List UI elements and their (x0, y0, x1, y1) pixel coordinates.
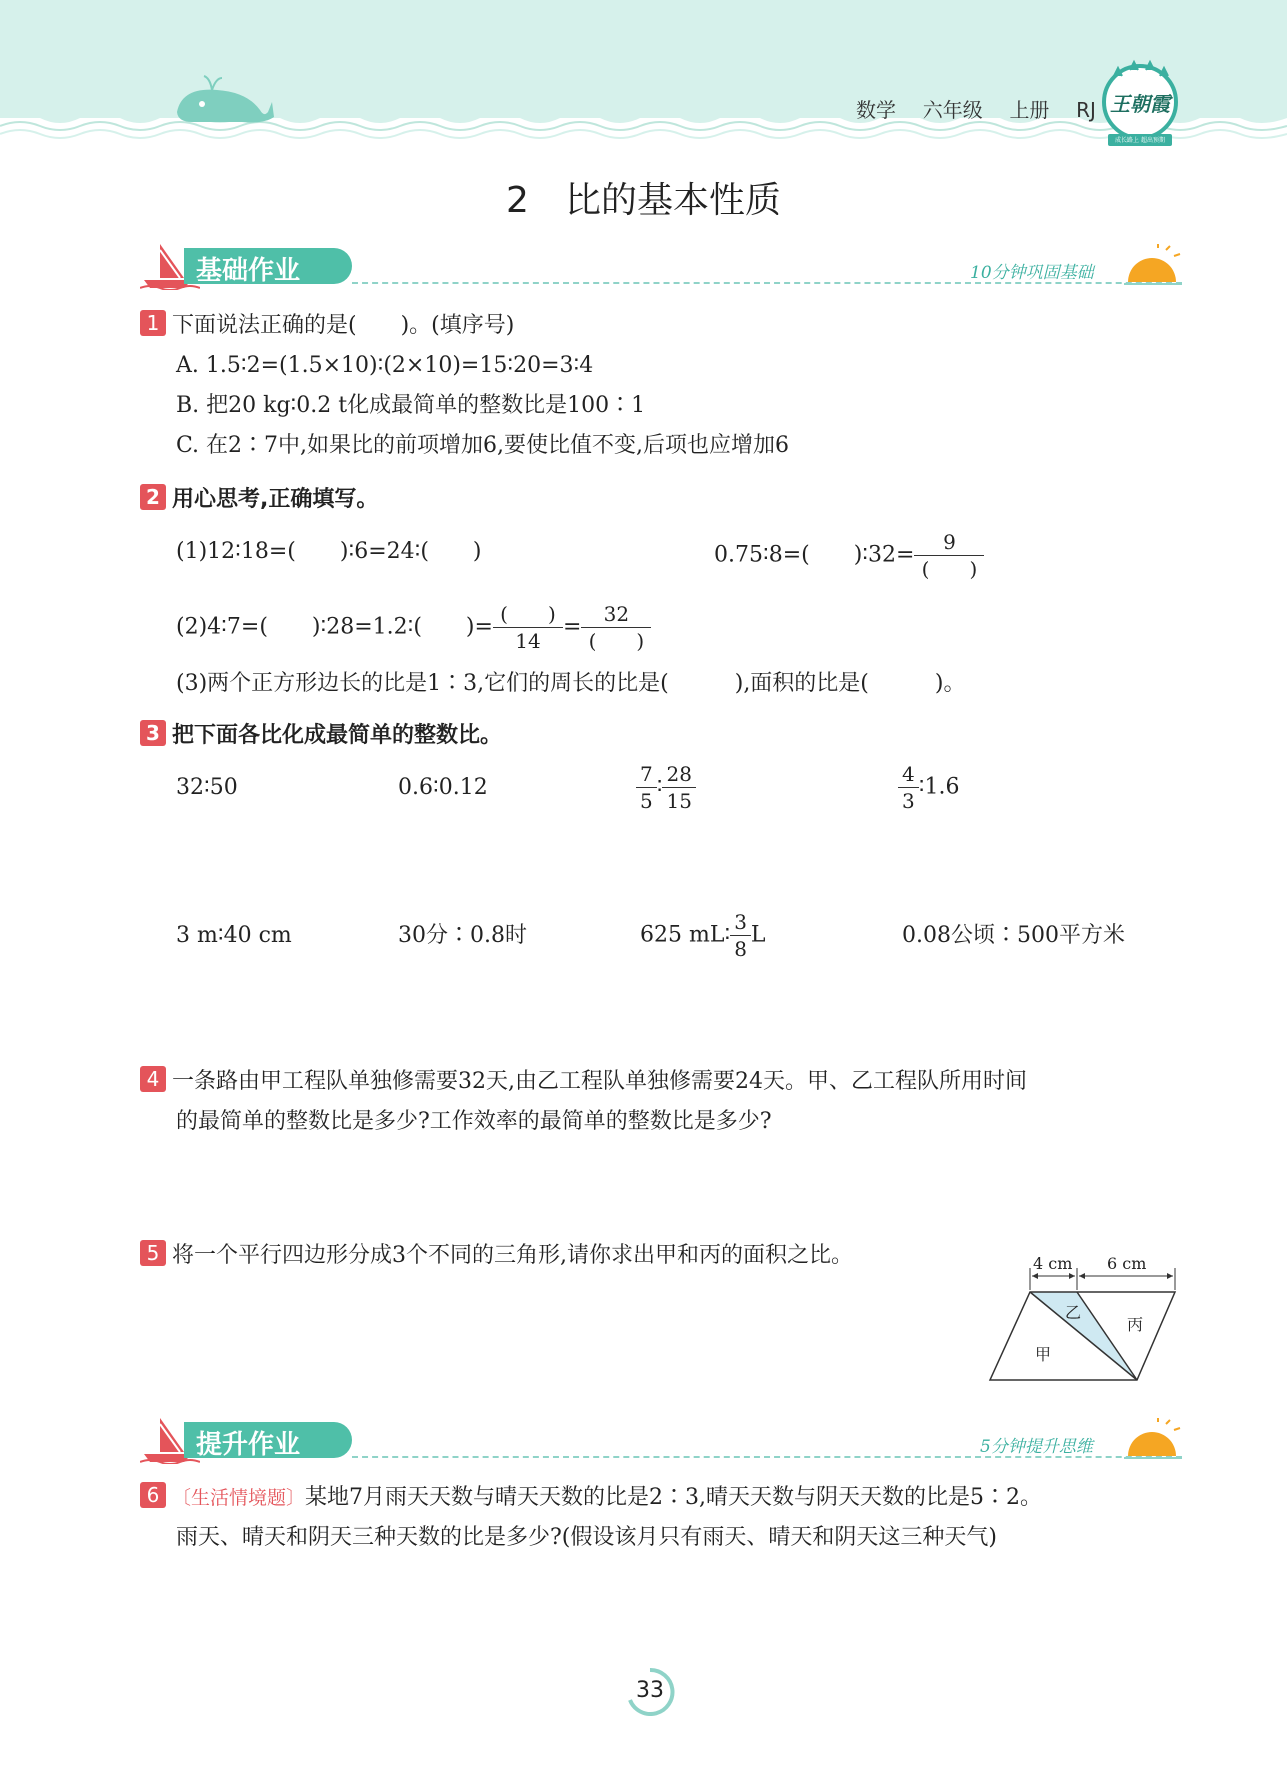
question-number: 3 (140, 720, 166, 746)
q2-part2 (176, 604, 651, 651)
option-a: A. 1.5∶2=(1.5×10)∶(2×10)=15∶20=3∶4 (176, 353, 594, 378)
equals-sign: = (562, 614, 582, 640)
question-2 (140, 480, 378, 520)
question-stem: 将一个平行四边形分成3个不同的三角形,请你求出甲和丙的面积之比。 (172, 1243, 853, 1268)
q2-part2-text: (2)4∶7=( )∶28=1.2∶( )= (176, 614, 493, 640)
numerator: 9 (914, 532, 984, 556)
question-stem: 下面说法正确的是( )。(填序号) (172, 313, 515, 338)
fraction (914, 532, 984, 579)
section-tag-basic: 10分钟巩固基础 (970, 263, 1094, 283)
question-stem: 用心思考,正确填写。 (172, 487, 379, 512)
grade-label: 六年级 (922, 98, 983, 122)
q2-part1-right-text: 0.75∶8=( )∶32= (714, 542, 915, 568)
page-number: 33 (636, 1678, 664, 1703)
question-6 (140, 1478, 1042, 1518)
parallelogram-diagram (985, 1254, 1185, 1384)
denominator: ( ) (921, 557, 978, 581)
question-line: 的最简单的整数比是多少?工作效率的最简单的整数比是多少? (176, 1109, 772, 1134)
denominator: 3 (902, 789, 915, 813)
ratio-item: 30分∶0.8时 (398, 923, 527, 948)
denominator: 8 (734, 937, 747, 961)
dimension-left: 4 cm (1033, 1254, 1073, 1273)
denominator: 5 (640, 789, 653, 813)
q2-part3: (3)两个正方形边长的比是1∶3,它们的周长的比是( ),面积的比是( )。 (176, 671, 966, 696)
dimension-right: 6 cm (1107, 1254, 1147, 1273)
region-label-bing: 丙 (1127, 1315, 1144, 1334)
fraction (730, 912, 751, 959)
region-label-yi: 乙 (1065, 1303, 1082, 1322)
ratio-item: 32∶50 (176, 775, 238, 800)
subject-label: 数学 (856, 98, 896, 122)
question-line: 某地7月雨天天数与晴天天数的比是2∶3,晴天天数与阴天天数的比是5∶2。 (305, 1485, 1042, 1510)
context-tag: 〔生活情境题〕 (172, 1487, 306, 1509)
section-label-basic: 基础作业 (196, 256, 301, 286)
brand-name: 王朝霞 (1110, 92, 1170, 116)
section-tag-advanced: 5分钟提升思维 (980, 1437, 1093, 1457)
numerator: 32 (581, 604, 651, 628)
denominator: 15 (666, 789, 692, 813)
section-header-basic (140, 242, 1180, 292)
brand-badge (1100, 58, 1180, 150)
ratio-item (636, 764, 696, 811)
fraction (898, 764, 919, 811)
numerator: 7 (636, 764, 657, 788)
question-number: 1 (140, 310, 166, 336)
q2-part1-right (714, 532, 984, 579)
question-4 (140, 1062, 1027, 1102)
page-header (0, 0, 1287, 144)
sun-icon (1122, 1418, 1184, 1462)
volume-label: 上册 (1009, 98, 1050, 122)
page-title: 2 比的基本性质 (506, 180, 781, 221)
region-label-jia: 甲 (1035, 1345, 1052, 1364)
question-line: 一条路由甲工程队单独修需要32天,由乙工程队单独修需要24天。甲、乙工程队所用时间 (172, 1069, 1027, 1094)
ratio-item: 0.6∶0.12 (398, 775, 488, 800)
question-line: 雨天、晴天和阴天三种天数的比是多少?(假设该月只有雨天、晴天和阴天这三种天气) (176, 1525, 997, 1550)
denominator: 14 (515, 629, 541, 653)
numerator: ( ) (493, 604, 563, 628)
option-b: B. 把20 kg∶0.2 t化成最简单的整数比是100∶1 (176, 393, 646, 418)
ratio-item: 3 m∶40 cm (176, 923, 292, 948)
brand-ribbon-text: 成长路上 超出预期 (1115, 137, 1165, 144)
section-label-advanced: 提升作业 (196, 1430, 301, 1460)
edition-label: RJ (1076, 98, 1096, 122)
question-number: 2 (140, 484, 166, 510)
numerator: 4 (898, 764, 919, 788)
whale-icon (172, 72, 277, 127)
question-number: 4 (140, 1066, 166, 1092)
ratio-item: 0.08公顷∶500平方米 (902, 923, 1125, 948)
question-number: 6 (140, 1482, 166, 1508)
question-5 (140, 1236, 853, 1276)
q2-part1-left: (1)12∶18=( )∶6=24∶( ) (176, 539, 482, 564)
question-stem: 把下面各比化成最简单的整数比。 (172, 723, 503, 748)
ratio-head: 625 mL∶ (640, 922, 731, 948)
question-1 (140, 306, 514, 346)
ratio-item (898, 764, 959, 811)
numerator: 3 (730, 912, 751, 936)
section-header-advanced (140, 1416, 1180, 1466)
numerator: 28 (662, 764, 695, 788)
fraction (636, 764, 657, 811)
fraction (662, 764, 695, 811)
question-number: 5 (140, 1240, 166, 1266)
option-c: C. 在2∶7中,如果比的前项增加6,要使比值不变,后项也应增加6 (176, 433, 790, 458)
denominator: ( ) (588, 629, 645, 653)
sun-icon (1122, 244, 1184, 288)
ratio-item (640, 912, 766, 959)
fraction (493, 604, 563, 651)
unit: L (750, 922, 766, 948)
question-3 (140, 716, 502, 756)
page-number-badge (620, 1666, 680, 1716)
ratio-tail: ∶1.6 (918, 774, 960, 800)
fraction (581, 604, 651, 651)
parallelogram-figure (985, 1254, 1185, 1384)
ratio-sign: ∶ (656, 774, 663, 800)
